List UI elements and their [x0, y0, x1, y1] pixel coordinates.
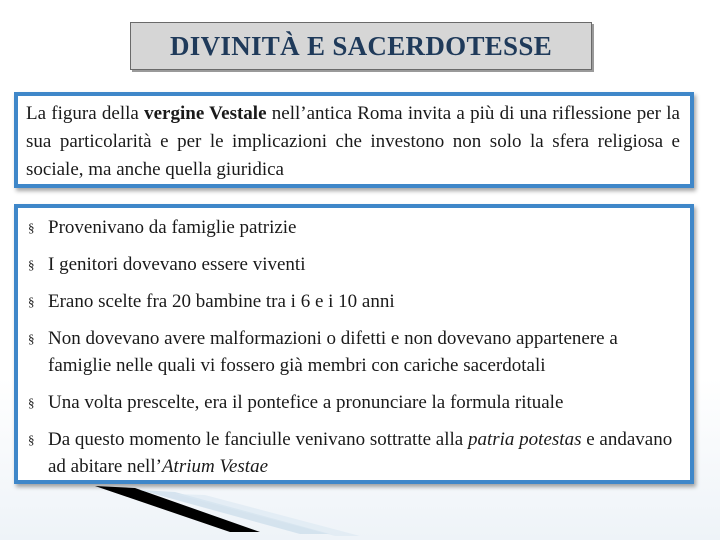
intro-text-end: nell’antica Roma invita a più di una riflessione per la sua particolarità e per le implicazioni che investono non solo la sfera religiosa e sociale, ma anche quella giuridica — [26, 103, 680, 180]
bullet-item — [28, 288, 682, 315]
latin-term: patria potestas — [467, 429, 582, 450]
bullet-text: Erano scelte fra 20 bambine tra i 6 e i 10 anni — [48, 291, 395, 312]
bullet-item — [28, 389, 682, 416]
bullet-item — [28, 251, 682, 278]
title-box — [130, 22, 592, 70]
slide-title: DIVINITÀ E SACERDOTESSE — [169, 30, 552, 61]
bullet-text: Non dovevano avere malformazioni o difetti e non dovevano appartenere a famiglie nelle quali vi fossero già membri con cariche sacerdotali — [48, 328, 618, 376]
bullet-item — [28, 214, 682, 241]
bullet-marker: § — [28, 395, 35, 410]
bullet-marker: § — [28, 294, 35, 309]
bullet-list — [28, 214, 682, 480]
intro-emphasis: vergine Vestale — [144, 103, 267, 124]
bullet-marker: § — [28, 331, 35, 346]
bullet-text: I genitori dovevano essere viventi — [48, 254, 306, 275]
bullet-marker: § — [28, 432, 35, 447]
bullet-item — [28, 426, 682, 480]
intro-text-start: La figura della — [26, 103, 145, 124]
latin-term: Atrium Vestae — [161, 456, 269, 477]
intro-text-box — [14, 92, 694, 188]
bullet-text-part: Da questo momento le fanciulle venivano sottratte alla — [48, 429, 468, 450]
bullet-marker: § — [28, 220, 35, 235]
bullet-marker: § — [28, 257, 35, 272]
bullet-text: Una volta prescelte, era il pontefice a pronunciare la formula rituale — [48, 392, 564, 413]
bullet-list-box — [14, 204, 694, 484]
bullet-text: Provenivano da famiglie patrizie — [48, 217, 297, 238]
bullet-item — [28, 325, 682, 379]
bullet-text-part: e andavano ad abitare nell’ — [48, 429, 673, 477]
